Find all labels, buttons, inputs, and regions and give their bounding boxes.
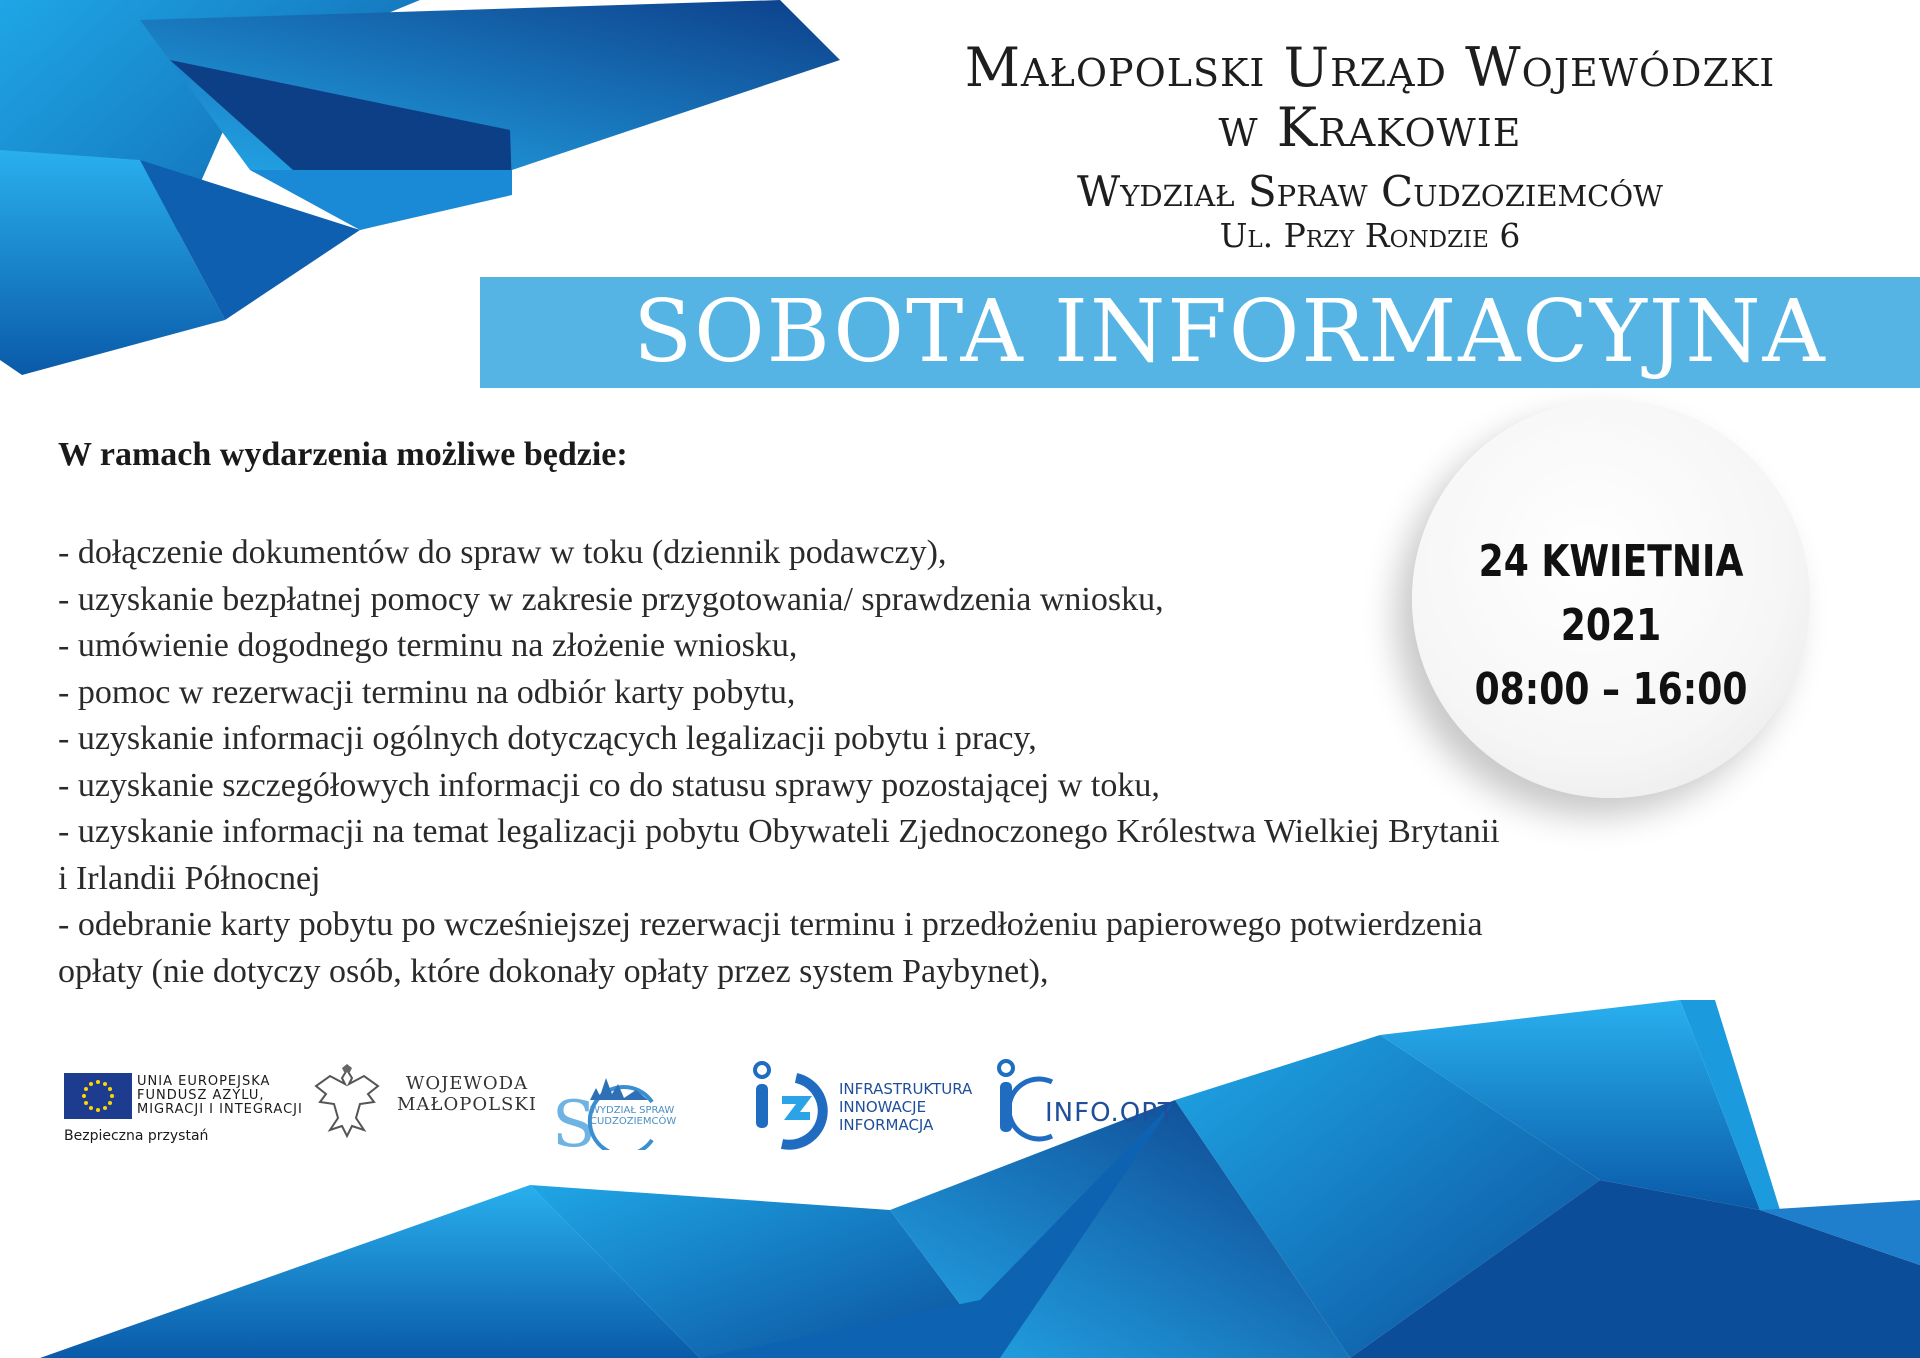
event-time: 08:00 – 16:00 bbox=[1474, 664, 1748, 715]
banner-title: SOBOTA INFORMACYJNA bbox=[633, 282, 1827, 382]
eu-fund-label bbox=[137, 1075, 303, 1117]
sc-label bbox=[590, 1105, 676, 1127]
eu-line-2: FUNDUSZ AZYLU, bbox=[137, 1088, 265, 1103]
iii-logo-icon bbox=[752, 1060, 836, 1161]
list-item: - umówienie dogodnego terminu na złożenie wniosku, bbox=[58, 627, 798, 664]
org-line-2: w Krakowie bbox=[1218, 96, 1522, 159]
svg-text:S: S bbox=[552, 1088, 596, 1150]
list-item: opłaty (nie dotyczy osób, które dokonały opłaty przez system Paybynet), bbox=[58, 952, 1049, 990]
list-item: - uzyskanie szczegółowych informacji co do statusu sprawy pozostającej w toku, bbox=[58, 766, 1160, 804]
list-item: - uzyskanie informacji na temat legalizacji pobytu Obywateli Zjednoczonego Królestwa Wielkiej Brytanii bbox=[58, 813, 1500, 850]
wojewoda-label bbox=[397, 1073, 537, 1115]
event-banner bbox=[480, 277, 1920, 388]
iii-line-1: INFRASTRUKTURA bbox=[839, 1080, 973, 1098]
eu-line-3: MIGRACJI I INTEGRACJI bbox=[137, 1102, 303, 1117]
iii-line-2: INNOWACJE bbox=[839, 1098, 927, 1116]
woj-line-2: MAŁOPOLSKI bbox=[397, 1094, 537, 1115]
header bbox=[880, 38, 1860, 256]
list-item: - dołączenie dokumentów do spraw w toku (dziennik podawczy), bbox=[58, 534, 947, 571]
list-item: - uzyskanie informacji ogólnych dotyczących legalizacji pobytu i pracy, bbox=[58, 720, 1037, 757]
list-item: - pomoc w rezerwacji terminu na odbiór karty pobytu, bbox=[58, 673, 796, 711]
info-opt-label: INFO.OPT bbox=[1045, 1098, 1175, 1128]
intro-heading: W ramach wydarzenia możliwe będzie: bbox=[58, 436, 628, 473]
eagle-emblem-icon bbox=[312, 1064, 382, 1145]
address: Ul. Przy Rondzie 6 bbox=[1219, 216, 1521, 255]
org-line-1: Małopolski Urząd Wojewódzki bbox=[964, 36, 1776, 99]
department-name: Wydział Spraw Cudzoziemców bbox=[1077, 167, 1663, 216]
event-date: 24 KWIETNIA 2021 bbox=[1478, 536, 1744, 651]
iii-label bbox=[839, 1080, 972, 1134]
event-date-badge bbox=[1412, 400, 1810, 798]
sc-line-1: WYDZIAŁ SPRAW bbox=[590, 1105, 675, 1116]
organization-name bbox=[880, 38, 1860, 158]
woj-line-1: WOJEWODA bbox=[405, 1073, 529, 1094]
list-item: - uzyskanie bezpłatnej pomocy w zakresie przygotowania/ sprawdzenia wniosku, bbox=[58, 580, 1164, 618]
eu-subtitle: Bezpieczna przystań bbox=[64, 1128, 209, 1144]
eu-line-1: UNIA EUROPEJSKA bbox=[137, 1074, 271, 1089]
list-item: - odebranie karty pobytu po wcześniejszej rezerwacji terminu i przedłożeniu papierowego potwierdzenia bbox=[58, 906, 1483, 943]
sc-line-2: CUDZOZIEMCÓW bbox=[590, 1116, 677, 1127]
eu-flag-icon bbox=[64, 1073, 132, 1119]
iii-line-3: INFORMACJA bbox=[839, 1116, 934, 1134]
list-item: i Irlandii Północnej bbox=[58, 859, 321, 897]
logos-row bbox=[0, 1050, 1300, 1190]
